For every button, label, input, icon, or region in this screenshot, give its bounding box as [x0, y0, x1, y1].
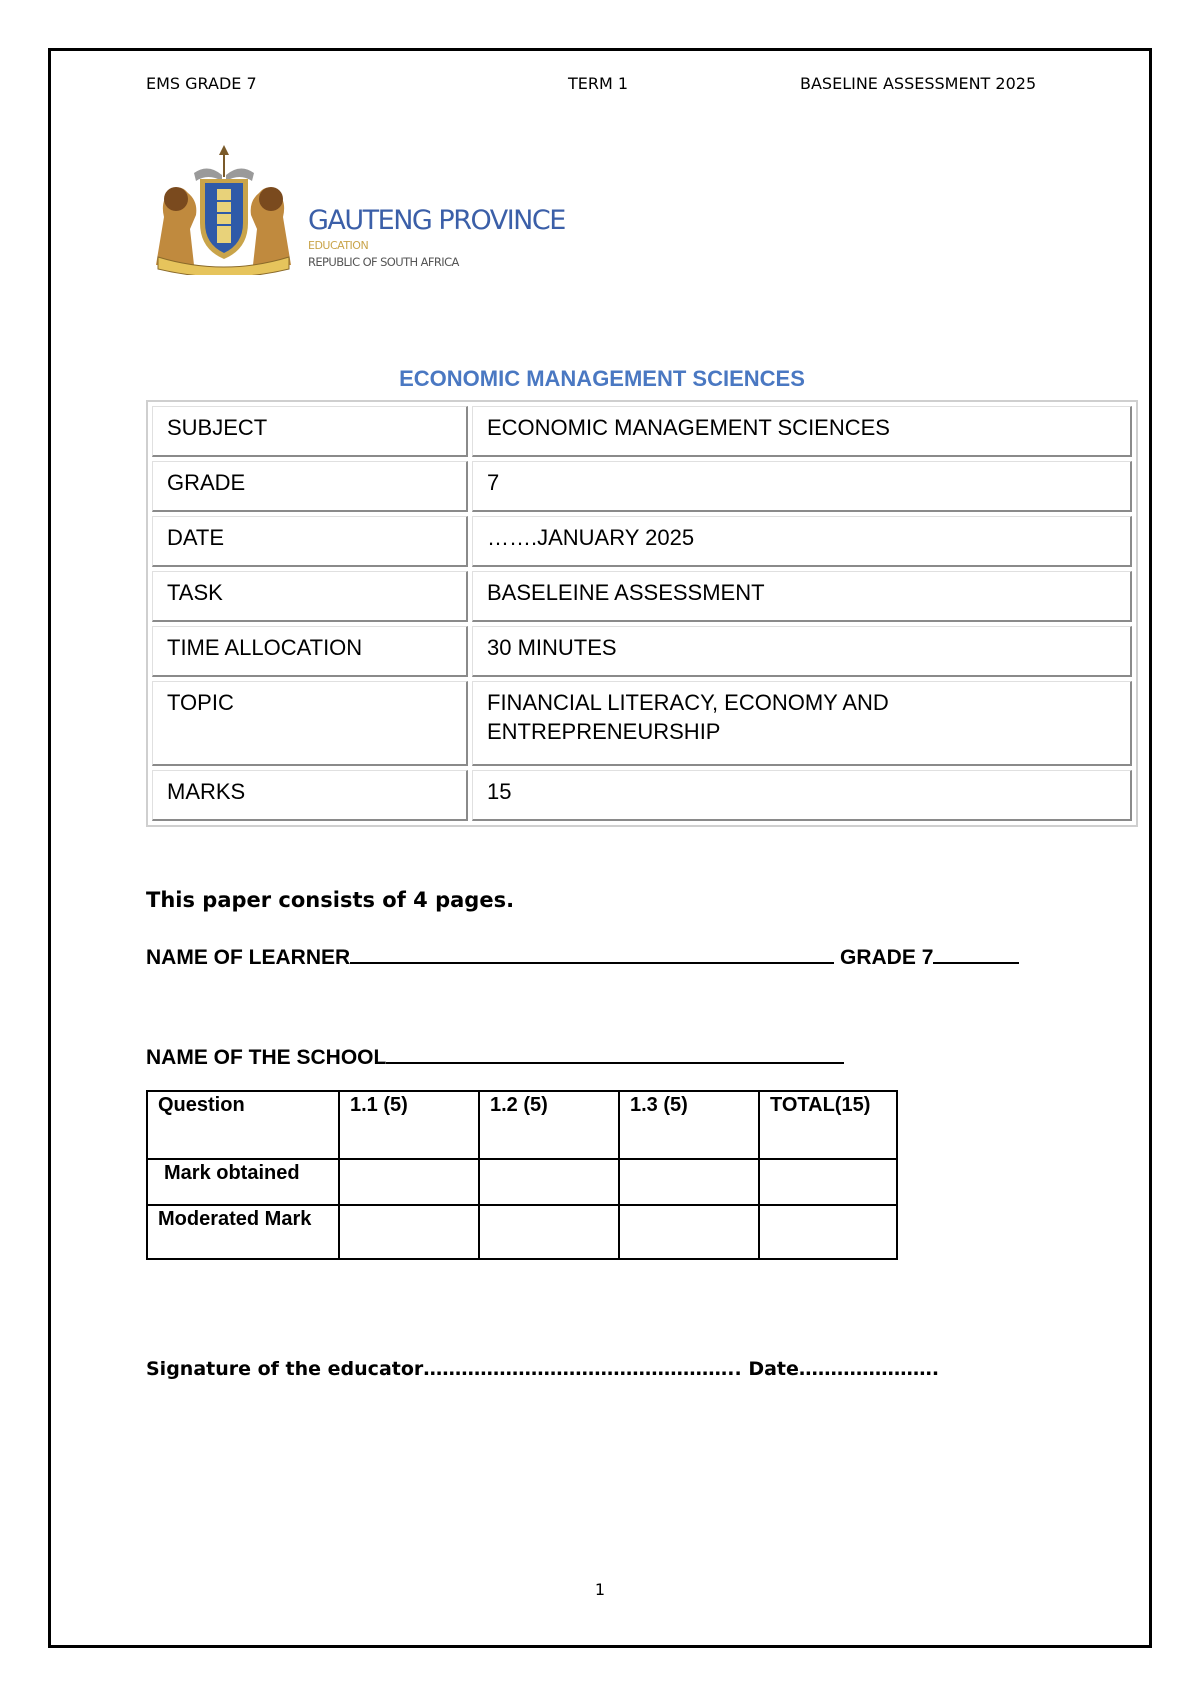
- info-row-topic: [152, 681, 1132, 766]
- date-label: Date: [748, 1358, 799, 1380]
- marks-header-row: [147, 1091, 897, 1159]
- info-row-marks: [152, 770, 1132, 821]
- page-number: 1: [594, 1580, 606, 1599]
- info-value: 7: [472, 461, 1132, 512]
- marks-row-label: Moderated Mark: [147, 1205, 339, 1259]
- marks-header-cell: 1.3 (5): [619, 1091, 759, 1159]
- marks-cell[interactable]: [479, 1205, 619, 1259]
- info-label: TOPIC: [152, 681, 468, 766]
- marks-header-cell: Question: [147, 1091, 339, 1159]
- marks-cell[interactable]: [479, 1159, 619, 1205]
- page-border: [48, 48, 1152, 1648]
- signature-label: Signature of the educator: [146, 1358, 424, 1380]
- school-name-field[interactable]: [386, 1042, 844, 1064]
- learner-grade-field[interactable]: [933, 942, 1019, 964]
- header-middle: TERM 1: [568, 74, 629, 93]
- marks-row-moderated: [147, 1205, 897, 1259]
- marks-table: [146, 1090, 898, 1260]
- gauteng-logo: [146, 145, 565, 275]
- learner-name-line: [146, 942, 1019, 970]
- info-label: MARKS: [152, 770, 468, 821]
- marks-cell[interactable]: [759, 1205, 897, 1259]
- info-value: 15: [472, 770, 1132, 821]
- info-value: 30 MINUTES: [472, 626, 1132, 677]
- info-row-time-allocation: [152, 626, 1132, 677]
- info-row-date: [152, 516, 1132, 567]
- subject-heading: ECONOMIC MANAGEMENT SCIENCES: [399, 366, 805, 391]
- info-label: DATE: [152, 516, 468, 567]
- marks-row-obtained: [147, 1159, 897, 1205]
- marks-row-label: Mark obtained: [147, 1159, 339, 1205]
- signature-field[interactable]: …………………………………………..: [423, 1358, 742, 1380]
- info-label: TIME ALLOCATION: [152, 626, 468, 677]
- info-row-grade: [152, 461, 1132, 512]
- marks-cell[interactable]: [339, 1159, 479, 1205]
- info-row-subject: [152, 406, 1132, 457]
- logo-subtitle-country: REPUBLIC OF SOUTH AFRICA: [308, 255, 459, 269]
- header-right: BASELINE ASSESSMENT 2025: [800, 74, 1037, 93]
- coat-of-arms-icon: [146, 145, 301, 275]
- info-value: BASELEINE ASSESSMENT: [472, 571, 1132, 622]
- info-table: [146, 400, 1138, 827]
- school-name-label: NAME OF THE SCHOOL: [146, 1046, 387, 1069]
- logo-title: GAUTENG PROVINCE: [308, 205, 565, 236]
- marks-header-cell: TOTAL(15): [759, 1091, 897, 1159]
- info-label: GRADE: [152, 461, 468, 512]
- marks-cell[interactable]: [619, 1205, 759, 1259]
- signature-line: [146, 1358, 939, 1380]
- info-value: FINANCIAL LITERACY, ECONOMY AND ENTREPRENEURSHIP: [472, 681, 1132, 766]
- marks-cell[interactable]: [339, 1205, 479, 1259]
- school-name-line: [146, 1042, 844, 1070]
- marks-header-cell: 1.2 (5): [479, 1091, 619, 1159]
- header-left: EMS GRADE 7: [146, 74, 257, 93]
- pages-note: This paper consists of 4 pages.: [146, 888, 515, 912]
- info-value: …….JANUARY 2025: [472, 516, 1132, 567]
- learner-name-label: NAME OF LEARNER: [146, 946, 351, 969]
- marks-cell[interactable]: [619, 1159, 759, 1205]
- date-field[interactable]: ………………….: [798, 1358, 940, 1380]
- marks-cell[interactable]: [759, 1159, 897, 1205]
- learner-grade-label: GRADE 7: [840, 946, 934, 969]
- marks-header-cell: 1.1 (5): [339, 1091, 479, 1159]
- info-label: SUBJECT: [152, 406, 468, 457]
- info-row-task: [152, 571, 1132, 622]
- learner-name-field[interactable]: [350, 942, 834, 964]
- info-value: ECONOMIC MANAGEMENT SCIENCES: [472, 406, 1132, 457]
- logo-subtitle-education: EDUCATION: [308, 239, 369, 252]
- info-label: TASK: [152, 571, 468, 622]
